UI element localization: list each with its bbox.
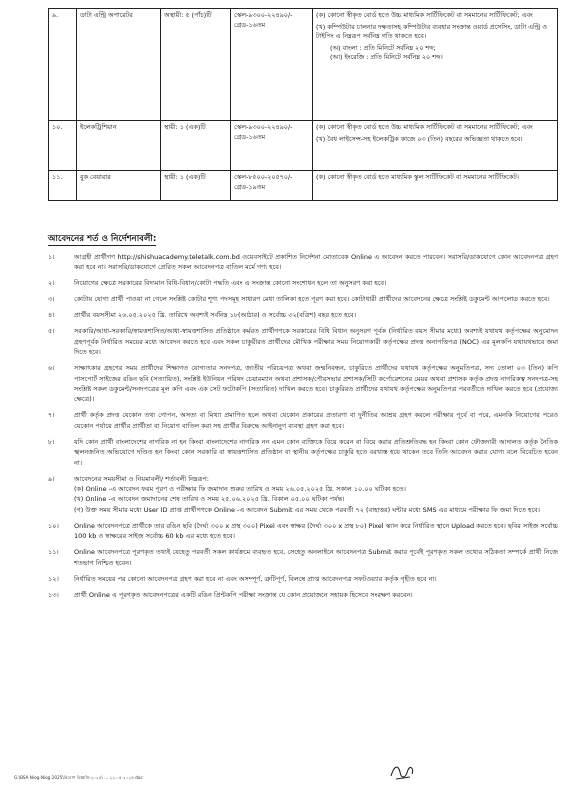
clause-text — [74, 310, 558, 320]
clause-item — [48, 521, 558, 542]
clauses-list — [48, 252, 558, 606]
file-path-footer: G:\BSA Niog-Niog 2025\নিয়োগ বিজ্ঞপ্তি-২০২৫\ ... ২২.০৫.২০২৫.doc — [14, 775, 143, 780]
clause-text — [74, 590, 558, 600]
clause-number: ৪। — [48, 311, 55, 320]
requirement-subitem: (আ) ইংরেজি : প্রতি মিনিটে সর্বনিম্ন ২০ শব্দ। — [330, 53, 443, 62]
clause-item — [48, 363, 558, 405]
clause-item — [48, 590, 558, 600]
clause-subline: (খ) Online -এ আবেদন জমাদানের শেষ তারিখ ও সময় ২৫.০৬.২০২৫ খ্রি. বিকাল ০৫.০০ ঘটিকা পর্যন্ত। — [74, 495, 345, 504]
clause-line: প্রার্থী কর্তৃক প্রদত্ত যেকোন তথ্য গোপন, অসত্য বা মিথ্যা প্রমাণিত হলে অথবা যেকোন প্রকারের প্রতারণা বা দুর্নীতির আশ্রয় গ্রহণ করলে পরীক্ষার পূর্বে বা পরে, এমনকি নিয়োগের পরেও যেকোন পর্যায়ে প্রার্থীর প্রার্থীতা বা নিয়োগ বাতিল করা সহ প্রার্থীর বিরুদ্ধে আইনানুগ ব্যবস্থা গ্রহণ করা হবে। — [74, 411, 558, 430]
requirement-item: (ক) কোনো স্বীকৃত বোর্ড হতে উচ্চ মাধ্যমিক সার্টিফিকেট বা সমমানের সার্টিফিকেট; এবং — [316, 11, 533, 19]
clause-number: ৩। — [48, 295, 55, 304]
clause-text — [74, 363, 558, 405]
clause-number: ১৩। — [48, 590, 59, 599]
clause-line: সাক্ষাৎকার গ্রহণের সময় প্রার্থীদের শিক্ষাগত যোগ্যতার সনদপত্র, জাতীয় পরিচয়পত্র অথবা জন্মনিবন্ধন, চাকুরিতে প্রার্থীদের যথাযথ কর্তৃপক্ষের অনুমতিপত্র, সদ্য তোলা ০৩ (তিন) কপি পাসপোর্ট সাইজের রঙিন ছবি (সত্যায়িত), সংশ্লিষ্ট ইউনিয়ন পরিষদ চেয়ারম্যান অথবা প্রশাসক/পৌরসভার প্রশাসক/সিটি কর্পোরেশনের মেয়র অথবা প্রশাসক কর্তৃক প্রদত্ত নাগরিকত্ব সনদপত্র-সহ সংশ্লিষ্ট সকল ডকুমেন্ট/সনদপত্রের মূল কপি এবং এক সেট ফটোকপি (সত্যায়িত) দাখিল করতে হবে। চাকুরিরত প্রার্থীদের যথাযথ কর্তৃপক্ষের অনুমতিপত্র পরবর্তীতে দাখিল করতে হবে (প্রযোজ্য ক্ষেত্রে)। — [74, 364, 558, 404]
clause-item — [48, 437, 558, 468]
clause-line: প্রার্থীর বয়সসীমা ২৬.০৫.২০২৫ খ্রি. তারিখে অবশ্যই সর্বনিম্ন ১৮(আঠার) ও সর্বোচ্চ ৩২(বত্রিশ) বছর হতে হবে। — [74, 311, 357, 320]
clause-text — [74, 437, 558, 468]
clause-number: ৯। — [48, 474, 55, 483]
table-row — [49, 9, 558, 121]
clause-line: কোটায় যোগ্য প্রার্থী পাওয়া না গেলে সংশ্লিষ্ট কোটার শূণ্য পদসমূহ সাধারণ মেধা তালিকা হতে পূরণ করা হবে। কোটাধারী প্রার্থীদের আবেদনের ক্ষেত্রে সংশ্লিষ্ট ডকুমেন্ট আপলোড করতে হবে। — [74, 295, 550, 304]
clause-text — [74, 410, 558, 431]
post-serial: ১০. — [49, 121, 77, 171]
clause-line: নির্ধারিত সময়ের পর কোনো আবেদনপত্র গ্রহণ করা হবে না এবং অসম্পূর্ণ, ত্রুটিপূর্ণ, বিলম্বে প্রাপ্ত আবেদনপত্র সফটওয়্যার কর্তৃক গৃহীত হবে না। — [74, 574, 437, 583]
post-title: ডাটা এন্ট্রি অপারেটর — [77, 9, 161, 121]
clause-text — [74, 474, 558, 516]
clause-number: ১২। — [48, 574, 59, 583]
requirement-item: (ক) কোনো স্বীকৃত বোর্ড হতে মাধ্যমিক স্কুল সার্টিফিকেট বা সমমানের সার্টিফিকেট। — [316, 173, 519, 181]
clause-text — [74, 574, 558, 584]
requirement-item: (খ) বৈধ লাইসেন্স-সহ ইলেকট্রিক কাজে ০৩ (তিন) বছরের অভিজ্ঞতা থাকতে হবে। — [316, 134, 523, 143]
table-row — [49, 121, 558, 171]
clause-text — [74, 252, 558, 273]
clause-line: আগ্রহী প্রার্থীগণ http://shishuacademy.teletalk.com.bd ওয়েবসাইটে প্রকাশিত নির্দেশনা মোতাবেক Online এ আবেদন করতে পারবেন। সরাসরি/ডাকযোগে কোন আবেদনপত্র গ্রহণ করা হবে না। সরাসরি/ডাকযোগে প্রেরিত সকল আবেদনপত্র বাতিল মর্মে গণ্য হবে। — [74, 253, 558, 272]
requirement-subitem: (অ) বাংলা : প্রতি মিনিটে সর্বনিম্ন ২০ শব্দ; — [330, 43, 436, 52]
section-title: আবেদনের শর্ত ও নির্দেশনাবলী: — [48, 234, 157, 244]
post-count: অস্থায়ী: ৫ (পাঁচ)টি — [161, 9, 231, 121]
clause-number: ২। — [48, 279, 55, 288]
post-scale: স্কেল-৯৩০০-২২৪৯০/- গ্রেড-১৬তম — [231, 121, 313, 171]
clause-line: সরকারি/আধা-সরকারি/স্বায়ত্তশাসিত/আধা-স্বায়ত্তশাসিত প্রতিষ্ঠানে কর্মরত প্রার্থীগণকে সরকারের বিধি বিধান অনুসরণ পূর্বক (নির্ধারিত বয়স সীমার মধ্যে) অবশ্যই যথাযথ কর্তৃপক্ষের অনুমোদন গ্রহণপূর্বক নির্ধারিত সময়ের মধ্যে আবেদন করতে হবে এবং সকল চাকুরীরত প্রার্থীদের মৌখিক পরীক্ষার সময় নিয়োগকারী কর্তৃপক্ষের প্রদত্ত অনাপত্তিপত্র (NOC) এর মূলকপি যথাযথভাবে জমা দিতে হবে। — [74, 327, 558, 357]
clause-line: Online আবেদনপত্রে পূরণকৃত তথ্যই যেহেতু পরবর্তী সকল কার্যক্রমে ব্যবহৃত হবে, সেহেতু অনলাইনে আবেদনপত্র Submit করার পূর্বেই পূরণকৃত সকল তথ্যের সঠিকতা সম্পর্কে প্রার্থী নিজে শতভাগ নিশ্চিত হবেন। — [74, 548, 558, 567]
clause-text — [74, 547, 558, 568]
table-row — [49, 171, 558, 201]
clause-number: ৬। — [48, 364, 55, 373]
clause-number: ১০। — [48, 521, 59, 530]
clause-item — [48, 474, 558, 516]
post-serial: ১১. — [49, 171, 77, 201]
clause-line: প্রার্থী Online এ পূরণকৃত আবেদনপত্রের একটি রঙিন প্রিন্টকপি পরীক্ষা সংক্রান্ত যে কোন প্রয়োজনে সহায়ক হিসেবে সংরক্ষণ করবেন। — [74, 590, 413, 599]
post-scale: স্কেল-৯৩০০-২২৪৯০/- গ্রেড-১৬তম — [231, 9, 313, 121]
post-requirements — [313, 9, 558, 121]
clause-item — [48, 294, 558, 304]
clause-line: যদি কোন প্রার্থী বাংলাদেশের নাগরিক না হন কিংবা বাংলাদেশের নাগরিক নন এমন কোন ব্যক্তিকে বিয়ে করেন বা বিয়ে করার প্রতিশ্রুতিবদ্ধ হন কিংবা কোন ফৌজদারী আদালত কর্তৃক নৈতিক স্খলনজনিত অভিযোগে দণ্ডিত হন কিংবা কোন সরকারি বা স্বায়ত্তশাসিত প্রতিষ্ঠান বা স্থানীয় কর্তৃপক্ষের চাকুরি হতে বরখাস্ত হয়ে থাকেন তবে তিনি আবেদন করার যোগ্য বলে বিবেচিত হবেন না। — [74, 437, 558, 467]
clause-item — [48, 326, 558, 357]
clause-number: ৫। — [48, 327, 55, 336]
clause-text — [74, 326, 558, 357]
post-count: স্থায়ী: ১ (এক)টি — [161, 121, 231, 171]
clause-item — [48, 574, 558, 584]
clause-subline: (গ) উক্ত সময় সীমার মধ্যে User ID প্রাপ্ত প্রার্থীগণকে Online -এ আবেদন Submit এর সময় থেকে পরবর্তী ৭২ (বাহাত্তর) ঘন্টার মধ্যে SMS এর মাধ্যমে পরীক্ষার ফি জমা দিতে হবে। — [74, 505, 540, 514]
clause-item — [48, 547, 558, 568]
clause-number: ৮। — [48, 437, 55, 446]
post-scale: স্কেল-৮৫০০-২০৫৭০/- গ্রেড-১৯তম — [231, 171, 313, 201]
post-requirements — [313, 171, 558, 201]
clause-text — [74, 294, 558, 304]
clause-item — [48, 410, 558, 431]
requirement-item: (খ) কম্পিউটার চালনার দক্ষতাসহ কম্পিউটার ব্যবহার সংক্রান্ত ওয়ার্ড প্রসেসিং, ডাটা এন্ট্রি ও টাইপিং এ নিম্নরূপ সর্বনিম্ন গতি থাকতে হবে। — [316, 22, 547, 41]
clause-line: নিয়োগের ক্ষেত্রে সরকারের বিদ্যমান বিধি-বিধান/কোটা পদ্ধতি এবং এ সংক্রান্ত কোনো সংশোধন হলে তা অনুসরণ করা হবে। — [74, 279, 387, 288]
post-requirements — [313, 121, 558, 171]
clause-number: ৭। — [48, 411, 55, 420]
clause-number: ১। — [48, 253, 55, 261]
clause-item — [48, 310, 558, 320]
clause-number: ১১। — [48, 548, 59, 557]
signature-mark — [388, 760, 418, 784]
clause-line: আবেদনের সময়সীমা ও নিয়মাবলী/ শর্তাবলী নিম্নরূপ: — [74, 474, 209, 483]
post-serial: ৯. — [49, 9, 77, 121]
posts-table — [48, 8, 558, 201]
clause-item — [48, 252, 558, 273]
clause-text — [74, 278, 558, 288]
requirement-item: (ক) কোনো স্বীকৃত বোর্ড হতে উচ্চ মাধ্যমিক সার্টিফিকেট বা সমমানের সার্টিফিকেট; এবং — [316, 123, 533, 131]
clause-item — [48, 278, 558, 288]
post-count: স্থায়ী: ১ (এক)টি — [161, 171, 231, 201]
post-title: বুক বেয়ারার — [77, 171, 161, 201]
clause-subline: (ক) Online -এ আবেদন ফরম পূরণ ও পরীক্ষার ফি জমাদান শুরুর তারিখ ও সময় ২৬.০৫.২০২৫ খ্রি. সকাল ১০.০০ ঘটিকা হতে। — [74, 485, 406, 494]
clause-line: Online আবেদনপত্রে প্রার্থীকে তার রঙিন ছবি (দৈর্ঘ্য ৩০০ x প্রস্থ ৩০০) Pixel এবং স্বাক্ষর (দৈর্ঘ্য ৩০০ x প্রস্থ ৮০) Pixel স্ক্যান করে নির্ধারিত স্থানে Upload করতে হবে। ছবির সাইজ সর্বোচ্চ 100 kb ও স্বাক্ষরের সাইজ সর্বোচ্চ 60 kb এর মধ্যে হতে হবে। — [74, 521, 558, 541]
clause-text — [74, 521, 558, 542]
post-title: ইলেকট্রিশিয়ান — [77, 121, 161, 171]
